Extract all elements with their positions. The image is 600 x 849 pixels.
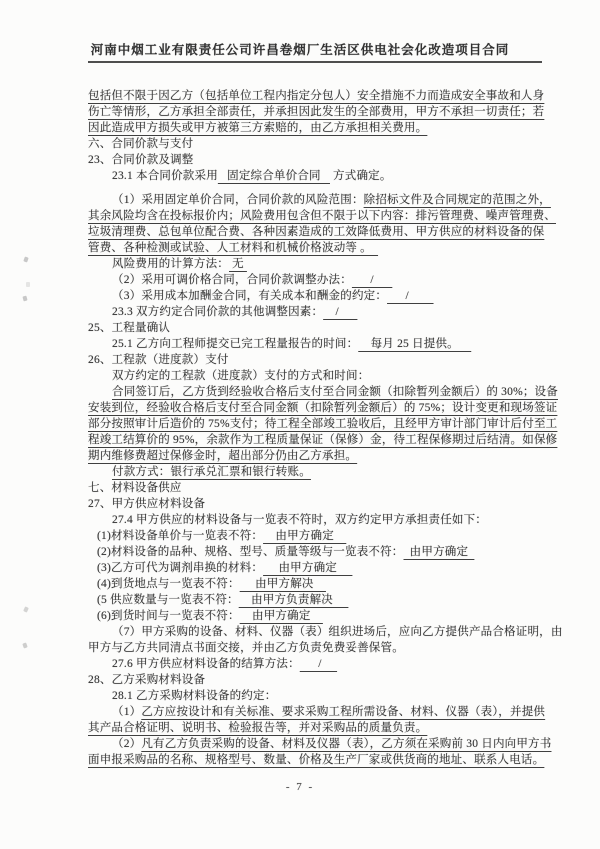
text-segment: 25、工程量确认 xyxy=(88,322,171,334)
scan-speck xyxy=(23,606,29,612)
filled-blank-text: 无 xyxy=(229,258,247,270)
document-line xyxy=(88,624,563,640)
document-line xyxy=(88,320,550,336)
filled-blank-text: 除招标文件及合同规定的范围之外， xyxy=(363,194,551,206)
page-number: - 7 - xyxy=(285,781,315,793)
document-line xyxy=(88,192,550,208)
text-segment: 27.6 甲方供应材料设备的结算方法： xyxy=(112,658,300,670)
text-segment: 28、乙方采购材料设备 xyxy=(88,674,206,686)
filled-blank-text: 其产品合格证明、说明书、检验报告等，并对采购品的质量负责。 xyxy=(88,722,428,734)
document-line xyxy=(88,592,550,608)
scan-speck xyxy=(26,282,30,287)
text-segment: (3)乙方可代为调剂串换的材料： xyxy=(97,562,264,574)
filled-blank-text: 垃圾清理费、总包单位配合费、各种因素造成的工效降低费用、甲方供应的材料设备的保 xyxy=(88,226,545,238)
document-line xyxy=(88,672,550,688)
filled-blank-text: 凡有乙方负责采购的设备、材料及仪器（表），乙方须在采购前 30 日内向甲方书 xyxy=(141,738,552,750)
text-segment: （1） xyxy=(112,706,142,718)
document-line xyxy=(88,240,550,256)
text-segment: (6)到货时间与一览表不符： xyxy=(97,610,240,622)
scan-speck xyxy=(23,256,28,262)
text-segment: （2）采用可调价格合同，合同价款调整办法： xyxy=(112,274,352,286)
text-segment: (5 供应数量与一览表不符： xyxy=(97,594,239,606)
document-line xyxy=(88,136,550,152)
document-line xyxy=(88,464,550,480)
text-segment: （2） xyxy=(112,738,142,750)
document-line xyxy=(88,168,550,184)
header-rule xyxy=(88,61,542,63)
document-line xyxy=(88,640,550,656)
filled-blank-text: 由甲方确定 xyxy=(263,530,347,542)
document-line xyxy=(88,736,550,752)
document-line xyxy=(88,720,550,736)
document-line xyxy=(88,272,550,288)
document-line xyxy=(88,336,550,352)
text-segment: 23.1 本合同价款采用 xyxy=(112,170,218,182)
document-line xyxy=(88,208,556,224)
text-segment: 甲方与乙方共同清点书面交接，并由乙方负责免费妥善保管。 xyxy=(88,642,404,654)
document-line xyxy=(88,608,550,624)
text-segment: （7）甲方采购的设备、材料、仪器（表）组织进场后，应向乙方提供产品合格证明，由 xyxy=(112,626,563,638)
document-title: 河南中烟工业有限责任公司许昌卷烟厂生活区供电社会化改造项目合同 xyxy=(90,43,510,57)
document-line xyxy=(88,104,550,120)
document-line xyxy=(88,688,550,704)
filled-blank-text: 乙方应按设计和有关标准、要求采购工程所需设备、材料、仪器（表），并提供 xyxy=(141,706,546,718)
text-segment: 双方约定的工程款（进度款）支付的方式和时间： xyxy=(112,370,370,382)
filled-blank-text: 因此造成甲方损失或甲方被第三方索赔的，由乙方承担相关费用。 xyxy=(88,122,428,134)
filled-blank-text: 合同签订后，乙方货到经验收合格后支付至合同金额（扣除暂列金额后）的 30%；设备 xyxy=(112,386,558,398)
text-segment: 七、材料设备供应 xyxy=(88,482,182,494)
filled-blank-text: 每月 25 日提供。 xyxy=(358,338,472,350)
text-segment: 27.4 甲方供应的材料设备与一览表不符时，双方约定甲方承担责任如下： xyxy=(112,514,487,526)
document-line xyxy=(88,576,550,592)
filled-blank-text: 由甲方解决 xyxy=(239,578,326,590)
document-line xyxy=(88,152,550,168)
text-segment: （3）采用成本加酬金合同，有关成本和酬金的约定： xyxy=(112,290,388,302)
document-line xyxy=(88,544,550,560)
document-line xyxy=(88,416,558,432)
document-line xyxy=(88,432,558,448)
document-line xyxy=(88,528,550,544)
document-line xyxy=(88,704,550,720)
filled-blank-text: 面申报采购品的名称、规格型号、数量、价格及生产厂家或供货商的地址、联系人电话。 xyxy=(88,754,545,766)
filled-blank-text: 由甲方确定 xyxy=(403,546,475,558)
filled-blank-text: 程竣工结算价的 95%，余款作为工程质量保证（保修）金，待工程保修期过后结清。如保修 xyxy=(88,434,558,446)
text-segment: 27、甲方供应材料设备 xyxy=(88,498,206,510)
text-segment: 方式确定。 xyxy=(329,170,392,182)
text-segment: (4)到货地点与一览表不符： xyxy=(97,578,240,590)
filled-blank-text: / xyxy=(387,290,434,302)
document-line xyxy=(88,752,550,768)
filled-blank-text: / xyxy=(351,274,393,286)
text-segment: 26、工程款（进度款）支付 xyxy=(88,354,229,366)
document-line xyxy=(88,400,558,416)
filled-blank-text: 由甲方负责解决 xyxy=(238,594,349,606)
filled-blank-text: / xyxy=(299,658,338,670)
document-line xyxy=(88,512,550,528)
document-line xyxy=(88,480,550,496)
document-line xyxy=(88,288,550,304)
document-line xyxy=(88,368,550,384)
text-segment: 六、合同价款与支付 xyxy=(88,138,194,150)
document-line xyxy=(88,384,558,400)
filled-blank-text: 固定综合单价合同 xyxy=(217,170,330,182)
document-line xyxy=(88,352,550,368)
document-line xyxy=(88,560,550,576)
filled-blank-text: 期内维修费超过保修金时，超出部分仍由乙方承担。 xyxy=(88,450,358,462)
filled-blank-text: 管费、各种检测或试验、人工材料和机械价格波动等 。 xyxy=(88,242,379,254)
text-segment: 28.1 乙方采购材料设备的约定： xyxy=(112,690,277,702)
document-line xyxy=(88,496,550,512)
filled-blank-text: 安装到位，经验收合格后支付至合同金额（扣除暂列金额后）的 75%；设计变更和现场签证 xyxy=(88,402,558,414)
document-line xyxy=(88,224,550,240)
page-header xyxy=(0,0,600,63)
document-line xyxy=(88,656,550,672)
filled-blank-text: 由甲方确定 xyxy=(239,610,323,622)
text-segment: (2)材料设备的品种、规格、型号、质量等级与一览表不符： xyxy=(97,546,404,558)
filled-blank-text: 其余风险均含在投标报价内；风险费用包含但不限于以下内容：排污管理费、噪声管理费、 xyxy=(88,210,556,222)
text-segment: 23、合同价款及调整 xyxy=(88,154,194,166)
document-line xyxy=(88,448,550,464)
text-segment: (1)材料设备单价与一览表不符： xyxy=(97,530,264,542)
text-segment: （1）采用固定单价合同，合同价款的风险范围： xyxy=(112,194,364,206)
filled-blank-text: 部分按照审计后造价的 75%支付；待工程全部竣工验收后，且经甲方审计部门审计后付至工 xyxy=(88,418,558,430)
text-segment: 23.3 双方约定合同价款的其他调整因素： xyxy=(112,306,324,318)
filled-blank-text: 伤亡等情形，乙方承担全部责任，并承担因此发生的全部费用，甲方不承担一切责任；若 xyxy=(88,106,545,118)
text-segment: 风险费用的计算方法： xyxy=(112,258,229,270)
scan-speck xyxy=(22,642,27,648)
document-line xyxy=(88,120,550,136)
document-line xyxy=(88,304,550,320)
filled-blank-text: 由甲方确定 xyxy=(263,562,353,574)
text-segment: 25.1 乙方向工程师提交已完工程量报告的时间： xyxy=(112,338,359,350)
document-line xyxy=(88,256,550,272)
document-line xyxy=(88,88,550,104)
filled-blank-text: / xyxy=(323,306,358,318)
filled-blank-text: 包括但不限于因乙方（包括单位工程内指定分包人）安全措施不力而造成安全事故和人身 xyxy=(88,90,545,102)
filled-blank-text: 付款方式：银行承兑汇票和银行转账。 xyxy=(112,466,311,478)
scan-speck xyxy=(22,296,27,302)
document-body xyxy=(88,88,563,768)
